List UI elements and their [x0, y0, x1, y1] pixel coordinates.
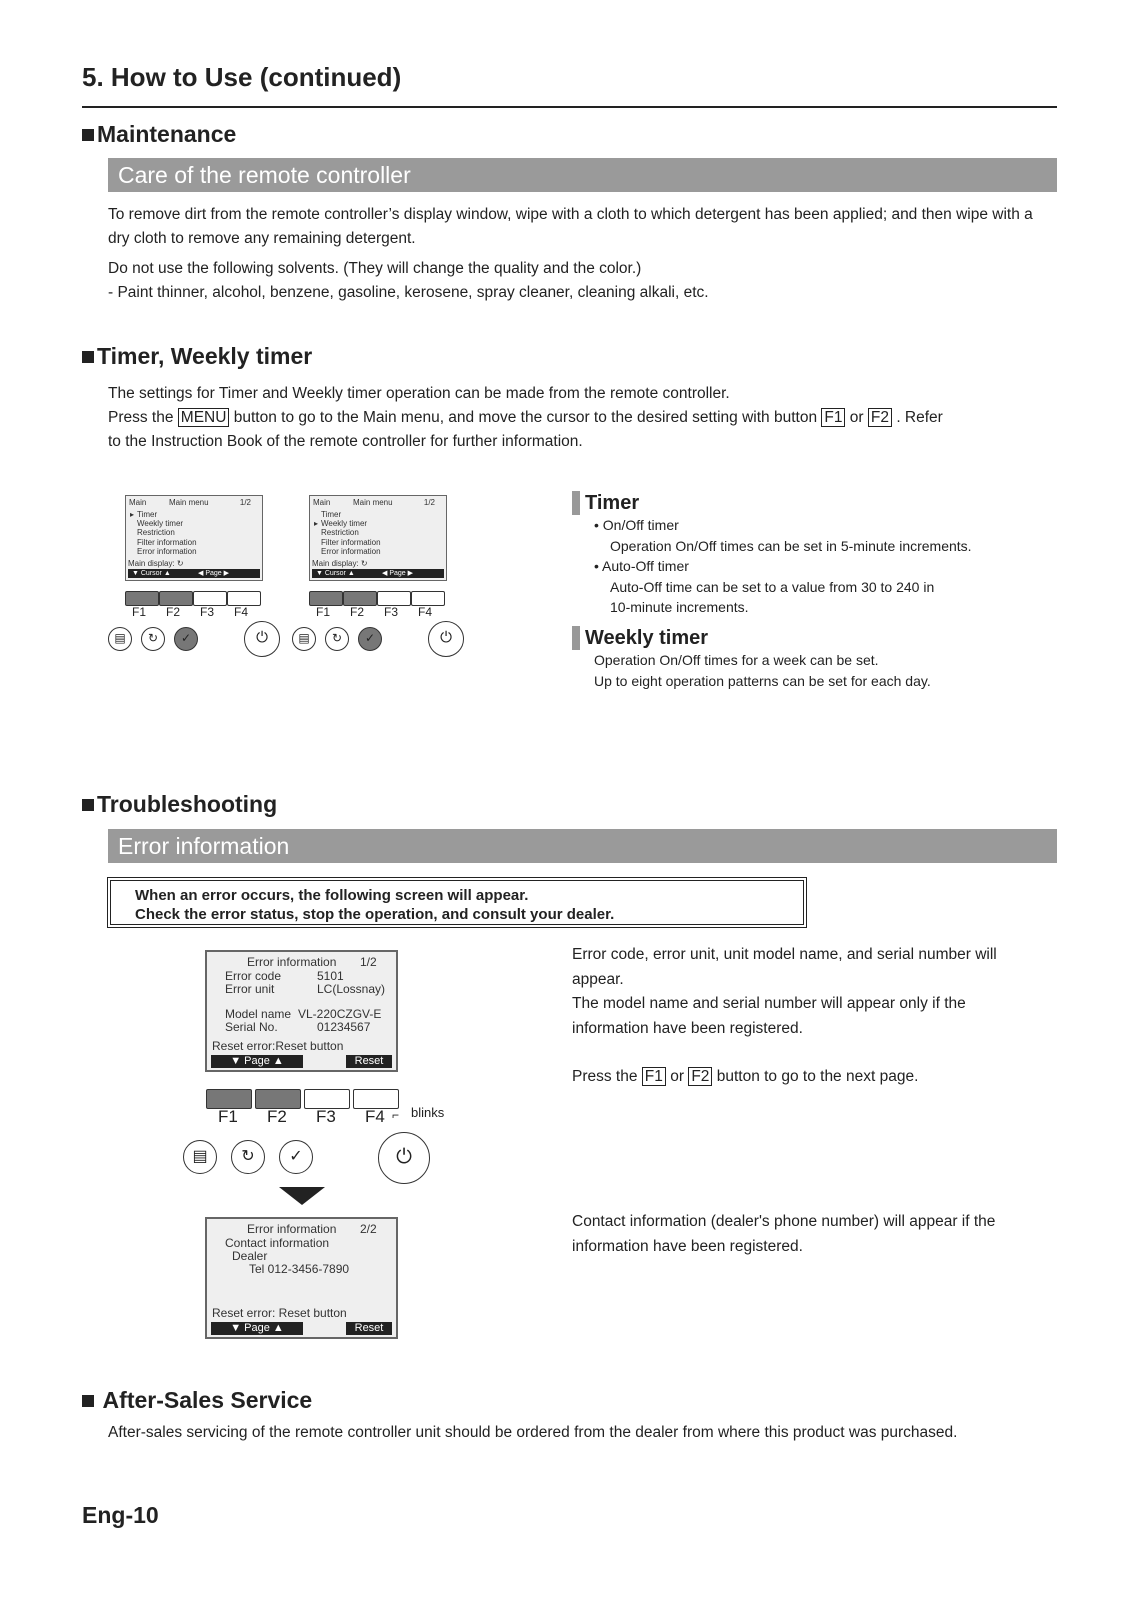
- timer-press-text: Press the: [108, 409, 174, 426]
- f4-button[interactable]: [411, 591, 445, 606]
- warning-line-1: When an error occurs, the following screen will appear.: [135, 887, 529, 904]
- error-explanation-1: Error code, error unit, unit model name, and serial number will appear.: [572, 946, 997, 988]
- remote-controller-2: [289, 495, 529, 670]
- f4-label: F4: [418, 605, 433, 619]
- after-sales-text: After-sales servicing of the remote controller unit should be ordered from the dealer from where this product was purchased.: [108, 1424, 958, 1441]
- maintenance-heading: [82, 121, 236, 148]
- lcd-main: Main: [129, 498, 147, 507]
- contact-info-explanation: Contact information (dealer's phone number) will appear if the information have been registered.: [572, 1213, 996, 1255]
- title-rule: [82, 106, 1057, 108]
- reset-error-text: Reset error: Reset button: [212, 1306, 347, 1320]
- error-info-band: Error information: [108, 829, 1057, 863]
- f4-button[interactable]: [227, 591, 261, 606]
- error-explanation-2: The model name and serial number will appear only if the information have been registered.: [572, 995, 966, 1037]
- square-bullet-icon: [82, 1395, 94, 1407]
- big-f1-label: F1: [218, 1107, 238, 1126]
- timer-subheading: Timer: [572, 491, 1032, 515]
- next-page-instruction: [572, 1065, 1022, 1090]
- reset-label: Reset: [346, 1055, 392, 1068]
- error-screen-page: 1/2: [360, 955, 377, 969]
- f1-button[interactable]: [125, 591, 159, 606]
- power-button-icon[interactable]: ⏻: [428, 621, 464, 657]
- lcd-item-restriction: Restriction: [321, 528, 359, 538]
- error-screen-title: Error information: [247, 1222, 337, 1236]
- menu-key: MENU: [178, 408, 230, 427]
- lcd-page: ◀ Page ▶: [382, 570, 414, 577]
- autooff-timer-label: • Auto-Off timer: [594, 558, 689, 574]
- lcd-cursor: ▼ Cursor ▲: [316, 570, 355, 577]
- down-arrow-icon: [279, 1187, 325, 1205]
- cursor-arrow-icon: ▸: [130, 510, 135, 519]
- f3-button[interactable]: [193, 591, 227, 606]
- lcd-item-filter: Filter information: [321, 537, 381, 547]
- big-f4-label: F4: [365, 1107, 385, 1126]
- big-power-button-icon[interactable]: ⏻: [378, 1132, 430, 1184]
- reset-error-text: Reset error:Reset button: [212, 1039, 344, 1053]
- f2-key: F2: [868, 408, 892, 427]
- or-text: or: [849, 409, 864, 426]
- square-bullet-icon: [82, 351, 94, 363]
- timer-mid-text: button to go to the Main menu, and move the cursor to the desired setting with button: [233, 409, 818, 426]
- return-icon: ↻: [360, 559, 368, 568]
- f1-label: F1: [132, 605, 147, 619]
- error-unit-value: LC(Lossnay): [317, 982, 386, 996]
- lcd-cursor: ▼ Cursor ▲: [132, 570, 171, 577]
- lcd-bottom-bar: [128, 569, 260, 578]
- return-icon: ↻: [176, 559, 184, 568]
- timer-heading-text: Timer, Weekly timer: [97, 343, 313, 369]
- blinks-label: blinks: [411, 1105, 445, 1120]
- timer-description: [572, 491, 1032, 618]
- error-screen-explanation: [572, 943, 1022, 1041]
- weekly-timer-subheading: Weekly timer: [572, 626, 1032, 650]
- lcd-menu-list: [130, 510, 197, 556]
- lcd-page-number: 1/2: [423, 498, 435, 507]
- big-f1-button[interactable]: [206, 1089, 252, 1109]
- lcd-item-error: Error information: [321, 546, 381, 556]
- lcd-item-error: Error information: [137, 546, 197, 556]
- page-nav: ▼ Page ▲: [211, 1322, 303, 1335]
- f3-label: F3: [200, 605, 215, 619]
- f3-label: F3: [384, 605, 399, 619]
- f1-button[interactable]: [309, 591, 343, 606]
- lcd-main-menu: Main menu: [353, 498, 393, 507]
- f2-key: F2: [688, 1067, 712, 1086]
- after-sales-heading-text: After-Sales Service: [102, 1387, 313, 1413]
- timer-heading: [82, 343, 312, 370]
- f2-button[interactable]: [159, 591, 193, 606]
- care-band: Care of the remote controller: [108, 158, 1057, 192]
- serial-no-label: Serial No.: [225, 1020, 278, 1034]
- big-f2-button[interactable]: [255, 1089, 301, 1109]
- big-f4-button[interactable]: [353, 1089, 399, 1109]
- lcd-header: [129, 498, 259, 507]
- square-bullet-icon: [82, 129, 94, 141]
- care-paragraph-2: [108, 257, 1058, 305]
- model-name-value: VL-220CZGV-E: [298, 1007, 382, 1021]
- lcd-page-number: 1/2: [239, 498, 251, 507]
- big-f2-label: F2: [267, 1107, 287, 1126]
- weekly-timer-desc-2: Up to eight operation patterns can be set for each day.: [594, 672, 931, 689]
- f2-button[interactable]: [343, 591, 377, 606]
- f1-key: F1: [642, 1067, 666, 1086]
- lcd-item-weekly-timer: Weekly timer: [321, 519, 368, 529]
- main-display-label: Main display:: [128, 559, 175, 568]
- led-blink-icon: ⌐: [392, 1108, 400, 1122]
- reset-label: Reset: [346, 1322, 392, 1335]
- menu-button-icon[interactable]: ▤: [108, 627, 132, 651]
- timer-paragraph: [108, 382, 1058, 454]
- lcd-page: ◀ Page ▶: [198, 570, 230, 577]
- weekly-timer-description: [572, 626, 1032, 691]
- lcd-main: Main: [313, 498, 331, 507]
- big-f3-label: F3: [316, 1107, 336, 1126]
- power-button-icon[interactable]: ⏻: [244, 621, 280, 657]
- error-screen-1: [205, 950, 398, 1072]
- serial-no-value: 01234567: [317, 1020, 371, 1034]
- lcd-item-filter: Filter information: [137, 537, 197, 547]
- maintenance-heading-text: Maintenance: [97, 121, 237, 147]
- f4-label: F4: [234, 605, 249, 619]
- solvents-warning: Do not use the following solvents. (They will change the quality and the color.): [108, 260, 642, 277]
- contact-info-label: Contact information: [225, 1236, 330, 1250]
- lcd-menu-list: [314, 510, 381, 556]
- after-sales-heading: [82, 1387, 312, 1414]
- error-screen-bar: [211, 1322, 392, 1335]
- main-display-label: Main display:: [312, 559, 359, 568]
- big-select-button-icon[interactable]: ✓: [279, 1140, 313, 1174]
- select-button-icon[interactable]: ✓: [358, 627, 382, 651]
- remote-lcd-1: [125, 495, 263, 581]
- error-screen-bar: [211, 1055, 392, 1068]
- troubleshooting-heading-text: Troubleshooting: [97, 791, 278, 817]
- troubleshooting-heading: [82, 791, 277, 818]
- dealer-tel: Tel 012-3456-7890: [249, 1262, 350, 1276]
- f2-label: F2: [350, 605, 365, 619]
- lcd-item-weekly-timer: Weekly timer: [137, 519, 184, 529]
- error-warning-inner: [110, 880, 804, 925]
- error-warning-box: [107, 877, 807, 928]
- f1-key: F1: [821, 408, 845, 427]
- error-screen-title: Error information: [247, 955, 337, 969]
- f1-label: F1: [316, 605, 331, 619]
- error-unit-label: Error unit: [225, 982, 275, 996]
- autooff-timer-desc-1: Auto-Off time can be set to a value from 30 to 240 in: [610, 578, 935, 595]
- square-bullet-icon: [82, 799, 94, 811]
- dealer-label: Dealer: [232, 1249, 268, 1263]
- lcd-main-display: [312, 559, 368, 568]
- menu-button-icon[interactable]: ▤: [292, 627, 316, 651]
- return-button-icon[interactable]: ↻: [325, 627, 349, 651]
- timer-refer-text: to the Instruction Book of the remote controller for further information.: [108, 433, 583, 450]
- or-text: or: [670, 1068, 684, 1085]
- lcd-bottom-bar: [312, 569, 444, 578]
- big-return-button-icon[interactable]: ↻: [231, 1140, 265, 1174]
- return-button-icon[interactable]: ↻: [141, 627, 165, 651]
- page-title: 5. How to Use (continued): [82, 62, 402, 92]
- error-code-value: 5101: [317, 969, 344, 983]
- lcd-main-menu: Main menu: [169, 498, 209, 507]
- autooff-timer-desc-2: 10-minute increments.: [610, 599, 749, 615]
- lcd-header: [313, 498, 443, 507]
- cursor-arrow-icon: ▸: [314, 519, 319, 529]
- refer-text: . Refer: [896, 409, 943, 426]
- weekly-timer-desc-1: Operation On/Off times for a week can be set.: [594, 652, 879, 668]
- model-name-label: Model name: [225, 1007, 292, 1021]
- warning-line-2: Check the error status, stop the operation, and consult your dealer.: [135, 906, 615, 923]
- f3-button[interactable]: [377, 591, 411, 606]
- f2-label: F2: [166, 605, 181, 619]
- lcd-main-display: [128, 559, 184, 568]
- timer-intro: The settings for Timer and Weekly timer operation can be made from the remote controller.: [108, 385, 730, 402]
- onoff-timer-desc: Operation On/Off times can be set in 5-minute increments.: [610, 537, 972, 554]
- onoff-timer-label: • On/Off timer: [594, 517, 679, 533]
- page-nav: ▼ Page ▲: [211, 1055, 303, 1068]
- big-menu-button-icon[interactable]: ▤: [183, 1140, 217, 1174]
- lcd-item-restriction: Restriction: [137, 528, 175, 538]
- error-screen-page: 2/2: [360, 1222, 377, 1236]
- page-number: Eng-10: [82, 1502, 159, 1528]
- care-paragraph-1: To remove dirt from the remote controller’s display window, wipe with a cloth to which detergent has been applied; and then wipe with a dry cloth to remove any remaining detergent.: [108, 206, 1033, 247]
- lcd-item-timer: Timer: [321, 510, 342, 519]
- lcd-item-timer: Timer: [137, 510, 158, 519]
- next-page-text: button to go to the next page.: [716, 1068, 919, 1085]
- solvents-list: - Paint thinner, alcohol, benzene, gasoline, kerosene, spray cleaner, cleaning alkali, etc.: [108, 284, 709, 301]
- error-screen-2: [205, 1217, 398, 1339]
- big-f3-button[interactable]: [304, 1089, 350, 1109]
- error-code-label: Error code: [225, 969, 282, 983]
- select-button-icon[interactable]: ✓: [174, 627, 198, 651]
- remote-lcd-2: [309, 495, 447, 581]
- press-text: Press the: [572, 1068, 638, 1085]
